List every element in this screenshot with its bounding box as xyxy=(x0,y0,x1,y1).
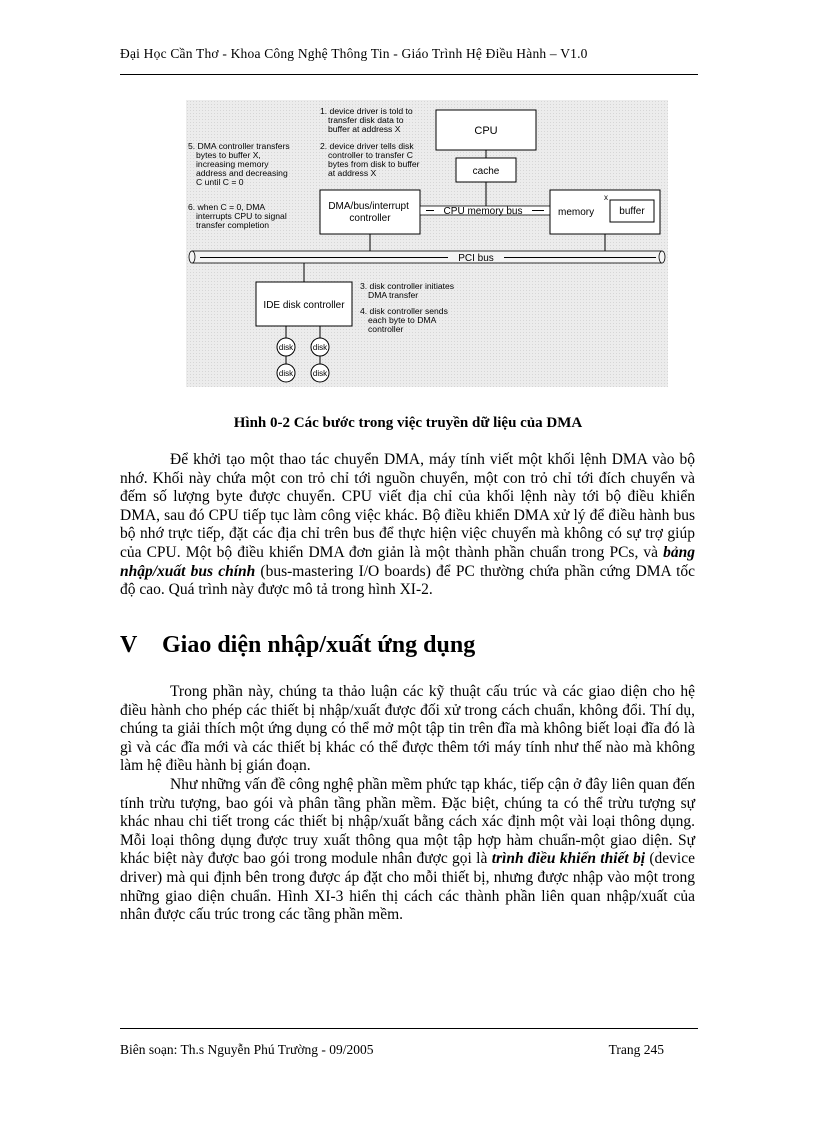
pci-bus-end-right xyxy=(659,251,665,263)
disk-label: disk xyxy=(312,369,328,378)
step1-line: transfer disk data to xyxy=(328,115,404,125)
paragraph-abstraction xyxy=(120,776,695,925)
ide-controller-label: IDE disk controller xyxy=(263,300,345,311)
step3-line: 3. disk controller initiates xyxy=(360,281,455,291)
step5-line: address and decreasing xyxy=(196,168,288,178)
dma-controller-line: DMA/bus/interrupt xyxy=(328,201,409,212)
dma-diagram xyxy=(186,100,668,387)
step5-text xyxy=(188,141,292,187)
paragraph-text: Trong phần này, chúng ta thảo luận các kỹ thuật cấu trúc và các giao diện cho hệ điều hành cho phép các thiết bị nhập/xuất được đối xử trong cách chuẩn, không đổi. Thí dụ, chúng ta giải thích một ứng dụng có thể mở một tập tin trên đĩa mà không biết loại đĩa đó là gì và các đĩa mới và các thiết bị khác có thể được thêm tới máy tính như thế nào mà không làm hệ điều hành bị gián đoạn. xyxy=(120,683,695,775)
disk-label: disk xyxy=(278,369,294,378)
step2-line: at address X xyxy=(328,168,377,178)
step4-line: each byte to DMA xyxy=(368,315,436,325)
paragraph-text: Như những vấn đề công nghệ phần mềm phức tạp khác, tiếp cận ở đây liên quan đến tính trừu tượng, bao gói và phân tầng phần mềm. Đặc biệt, chúng ta có thể trừu tượng sự khác nhau chi tiết trong các thiết bị nhập/xuất bằng cách xác định một vài loại thông dụng. Mỗi loại thông dụng được truy xuất thông qua một tập hợp hàm chuẩn-một giao diện. Sự khác biệt này được bao gói trong module nhân được gọi là xyxy=(120,776,695,868)
step2-text xyxy=(320,141,422,178)
footer-rule xyxy=(120,1028,698,1029)
memory-label: memory xyxy=(558,207,595,218)
step6-line: transfer completion xyxy=(196,220,270,230)
pci-bus-label: PCI bus xyxy=(458,253,494,264)
section-title: Giao diện nhập/xuất ứng dụng xyxy=(162,632,476,658)
paragraph-text: (device driver) mà qui định bên trong được áp đặt cho mỗi thiết bị, nhưng được nhập vào một trong những giao diện chuẩn. Hình XI-3 hiển thị cách các thành phần liên quan nhập/xuất của nhân được cấu trúc trong các tầng phần mềm. xyxy=(120,850,695,924)
step6-line: 6. when C = 0, DMA xyxy=(188,202,265,212)
header-rule xyxy=(120,74,698,75)
step6-line: interrupts CPU to signal xyxy=(196,211,287,221)
paragraph-dma xyxy=(120,451,695,600)
step1-line: 1. device driver is told to xyxy=(320,106,413,116)
footer-page-number: Trang 245 xyxy=(608,1042,664,1057)
disk-label: disk xyxy=(278,343,294,352)
page-header: Đại Học Cần Thơ - Khoa Công Nghệ Thông Tin - Giáo Trình Hệ Điều Hành – V1.0 xyxy=(120,46,588,61)
step1-line: buffer at address X xyxy=(328,124,401,134)
paragraph-text: (bus-mastering I/O boards) để PC thường chứa phần cứng DMA tốc độ cao. Quá trình này được mô tả trong hình XI-2. xyxy=(120,562,695,599)
dma-controller-line: controller xyxy=(349,213,391,224)
section-heading xyxy=(120,632,475,659)
disk-label: disk xyxy=(312,343,328,352)
step5-line: C until C = 0 xyxy=(196,177,244,187)
emphasis-term: trình điều khiển thiết bị xyxy=(491,850,646,868)
section-number: V xyxy=(120,632,138,658)
dma-controller-box xyxy=(320,190,420,234)
emphasis-term: bảng nhập/xuất bus chính xyxy=(120,543,695,580)
paragraph-intro xyxy=(120,683,695,776)
step1-text xyxy=(320,106,415,134)
step4-line: controller xyxy=(368,324,404,334)
step5-line: increasing memory xyxy=(196,159,269,169)
step3-line: DMA transfer xyxy=(368,290,419,300)
cpu-label: CPU xyxy=(474,125,498,137)
step2-line: 2. device driver tells disk xyxy=(320,141,414,151)
step3-text xyxy=(360,281,457,300)
pci-bus-end-left xyxy=(189,251,195,263)
buffer-address-marker: x xyxy=(604,193,608,202)
step2-line: controller to transfer C xyxy=(328,150,414,160)
step2-line: bytes from disk to buffer xyxy=(328,159,420,169)
dma-figure xyxy=(186,100,668,387)
step4-line: 4. disk controller sends xyxy=(360,306,448,316)
step4-text xyxy=(360,306,450,334)
paragraph-text: Để khởi tạo một thao tác chuyển DMA, máy tính viết một khối lệnh DMA vào bộ nhớ. Khối này chứa một con trỏ chỉ tới nguồn chuyển, một con trỏ chỉ tới đích chuyển và đếm số lượng byte được chuyển. CPU viết địa chỉ của khối lệnh này tới bộ điều khiển DMA, sau đó CPU tiếp tục làm công việc khác. Bộ điều khiển DMA xử lý để điều hành bus bộ nhớ trực tiếp, đặt các địa chỉ trên bus để thực hiện việc chuyển mà không có sự trợ giúp của CPU. Một bộ điều khiển DMA đơn giản là một thành phần chuẩn trong PCs, và xyxy=(120,451,695,561)
step5-line: bytes to buffer X, xyxy=(196,150,261,160)
buffer-label: buffer xyxy=(619,206,645,217)
step6-text xyxy=(188,202,289,230)
cache-label: cache xyxy=(472,166,500,177)
cpu-memory-bus-label: CPU memory bus xyxy=(443,206,523,217)
step5-line: 5. DMA controller transfers xyxy=(188,141,290,151)
footer-author: Biên soạn: Th.s Nguyễn Phú Trường - 09/2005 xyxy=(120,1042,374,1057)
figure-caption: Hình 0-2 Các bước trong việc truyền dữ liệu của DMA xyxy=(233,415,583,431)
